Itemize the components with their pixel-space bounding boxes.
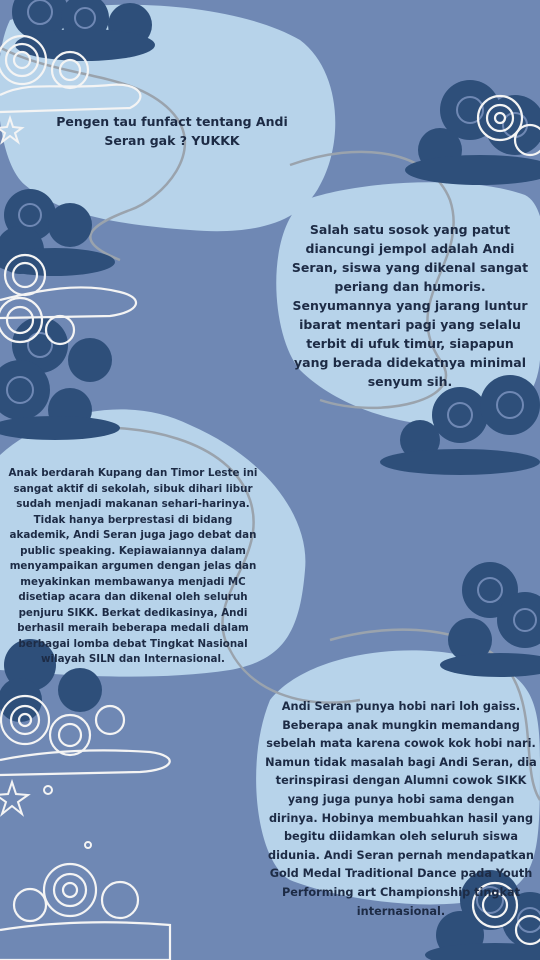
paragraph-personality: Salah satu sosok yang patut diancungi jempol adalah Andi Seran, siswa yang dikenal sangat periang dan humoris. Senyumannya yang jarang luntur ibarat mentari pagi yang selalu terbit di ufuk timur, siapapun yang berada didekatnya minimal senyum sih. [291, 222, 529, 389]
paragraph-dance-hobby: Andi Seran punya hobi nari loh gaiss. Beberapa anak mungkin memandang sebelah mata karena cowok kok hobi nari. Namun tidak masalah bagi Andi Seran, dia terinspirasi dengan Alumni cowok SIKK yang juga punya hobi sama dengan dirinya. Hobinya membuahkan hasil yang begitu diidamkan oleh seluruh siswa didunia. Andi Seran pernah mendapatkan Gold Medal Traditional Dance pada Youth Performing art Championship tingkat internasional. [265, 700, 537, 918]
dark-cloud-left-2 [0, 317, 120, 440]
white-cloud-bottom-left-2 [0, 864, 170, 960]
dark-cloud-right-top [405, 80, 540, 185]
dot-decoration [85, 842, 91, 848]
dark-cloud-top-left [12, 0, 155, 61]
paragraph-achievements: Anak berdarah Kupang dan Timor Leste ini sangat aktif di sekolah, sibuk dihari libur sudah menjadi makanan sehari-harinya. Tidak hanya berprestasi di bidang akademik, Andi Seran juga jago debat dan public speaking. Kepiawaiannya dalam menyampaikan argumen dengan jelas dan meyakinkan membawanya menjadi MC disetiap acara dan dikenal oleh seluruh penjuru SIKK. Berkat dedikasinya, Andi berhasil meraih beberapa medali dalam berbagai lomba debat Tingkat Nasional wilayah SILN dan Internasional. [8, 467, 258, 665]
dot-decoration [44, 786, 52, 794]
star-icon [0, 782, 28, 814]
intro-text: Pengen tau funfact tentang Andi Seran gak ? YUKKK [56, 114, 288, 148]
dark-cloud-right-lower [440, 562, 540, 677]
